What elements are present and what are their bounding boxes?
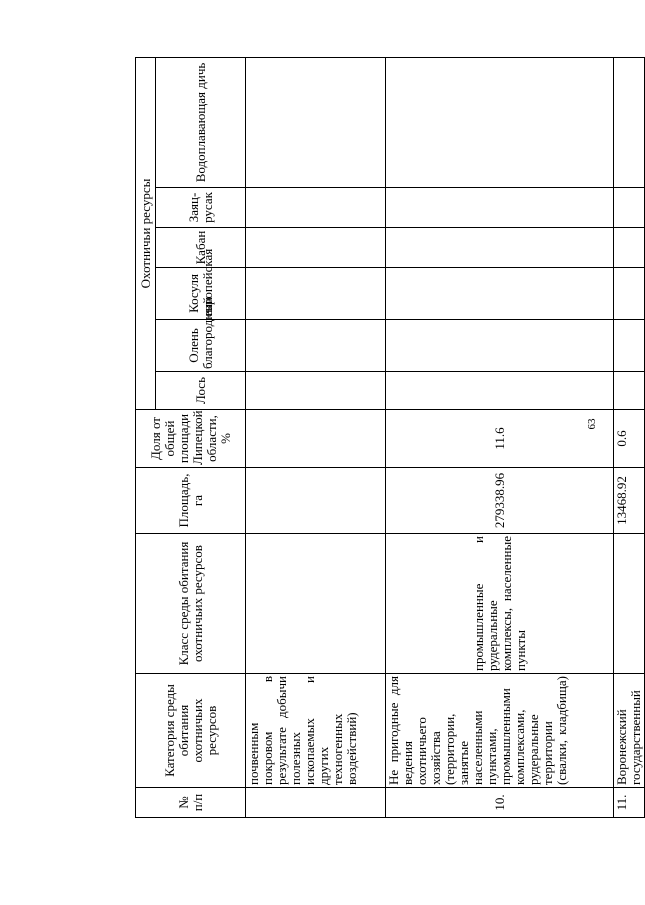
cell-species — [246, 268, 386, 320]
table-row — [246, 57, 386, 817]
cell-species — [614, 57, 645, 187]
col-header-species: Кабан — [156, 228, 246, 268]
page-number: 63 — [586, 418, 598, 430]
cell-share: 11.6 — [386, 410, 614, 468]
col-header-class: Класс среды обитания охотничьих ресурсов — [136, 534, 246, 674]
col-header-share: Доля от общей площади Липецкой области, % — [136, 410, 246, 468]
cell-species — [246, 228, 386, 268]
cell-species — [614, 188, 645, 228]
cell-species — [386, 320, 614, 372]
cell-num: 10. — [386, 788, 614, 818]
cell-category: Не пригодные для ведения охотничьего хозяйства (территории, занятые населенными пунктами, промышленными комплексами, рудеральные территории (свалки, кладбища) — [386, 674, 614, 788]
col-header-num: № п/п — [136, 788, 246, 818]
cell-share: 0.6 — [614, 410, 645, 468]
cell-category: Воронежский государственный — [614, 674, 645, 788]
cell-area: 13468.92 — [614, 468, 645, 534]
cell-species — [614, 320, 645, 372]
col-header-species: Заяц-русак — [156, 188, 246, 228]
cell-area — [246, 468, 386, 534]
cell-category: почвенным покровом в результате добычи полезных ископаемых и других техногенных воздействий) — [246, 674, 386, 788]
cell-species — [246, 57, 386, 187]
cell-class — [614, 534, 645, 674]
cell-species — [386, 188, 614, 228]
table-row — [614, 57, 645, 817]
header-row-1 — [136, 57, 156, 817]
col-header-species: Олень благородный — [156, 320, 246, 372]
col-header-species: Водоплавающая дичь — [156, 57, 246, 187]
cell-area: 279338.96 — [386, 468, 614, 534]
cell-species — [386, 372, 614, 410]
col-header-species: Косуля европейская — [156, 268, 246, 320]
cell-class: промышленные и рудеральные комплексы, населенные пункты — [386, 534, 614, 674]
cell-class — [246, 534, 386, 674]
col-header-species: Лось — [156, 372, 246, 410]
cell-species — [614, 268, 645, 320]
cell-species — [614, 228, 645, 268]
cell-species — [386, 228, 614, 268]
cell-species — [386, 57, 614, 187]
col-header-area: Площадь, га — [136, 468, 246, 534]
cell-num — [246, 788, 386, 818]
cell-num: 11. — [614, 788, 645, 818]
col-header-category: Категория среды обитания охотничьих ресурсов — [136, 674, 246, 788]
cell-species — [246, 188, 386, 228]
table-row — [386, 57, 614, 817]
cell-share — [246, 410, 386, 468]
cell-species — [614, 372, 645, 410]
cell-species — [246, 372, 386, 410]
cell-species — [246, 320, 386, 372]
cell-species — [386, 268, 614, 320]
habitat-table — [135, 57, 645, 818]
col-header-resources: Охотничьи ресурсы — [136, 57, 156, 409]
